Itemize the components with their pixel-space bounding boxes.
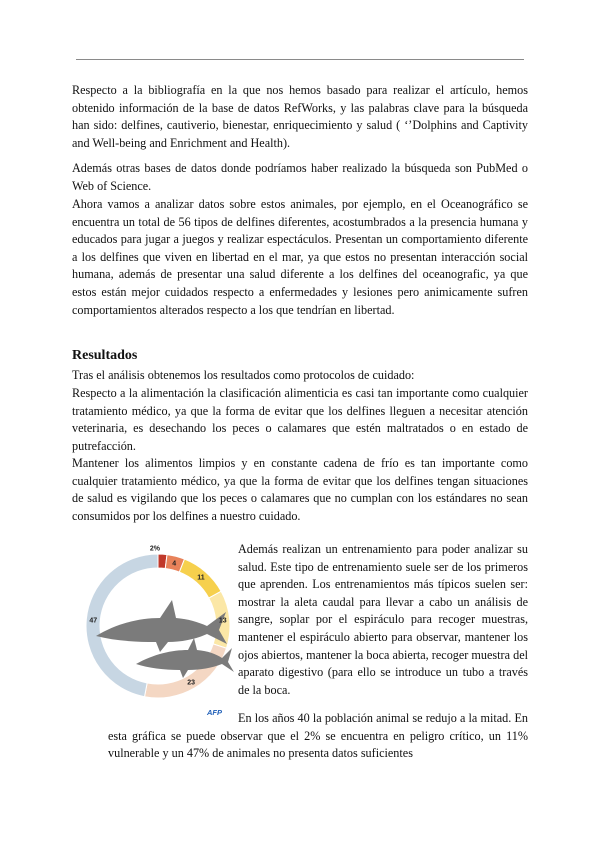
paragraph-training: Además realizan un entrenamiento para poder analizar su salud. Este tipo de entrenamiento suele ser de los primeros que aprenden. Los entrenamientos más típicos suelen ser: mostrar la aleta caudal para llevar a cabo un análisis de sangre, soplar por el espiráculo para recoger muestras, mantener el espiráculo abierto para observar, mantener los ojos abiertos, mantener la boca abierta, recoger muestra del aparato digestivo (para ello se introduce un tubo a través de la boca. bbox=[238, 542, 528, 697]
conservation-status-figure bbox=[76, 538, 236, 718]
paragraph-intro-results: Tras el análisis obtenemos los resultados como protocolos de cuidado: bbox=[72, 368, 415, 382]
afp-credit-logo: AFP bbox=[207, 708, 222, 717]
donut-chart bbox=[76, 538, 236, 718]
paragraph-population: En los años 40 la población animal se redujo a la mitad. En esta gráfica se puede observar que el 2% se encuentra en peligro crítico, un 11% vulnerable y un 47% de animales no presenta datos suficientes bbox=[108, 711, 528, 761]
section-heading-resultados: Resultados bbox=[72, 348, 138, 363]
paragraph-oceanografico: Ahora vamos a analizar datos sobre estos animales, por ejemplo, en el Oceanográfico se encuentra un total de 56 tipos de delfines diferentes, acostumbrados a la presencia humana y educados para jugar a juegos y realizar espectáculos. Presentan un comportamiento diferente a los delfines que viven en libertad en el mar, ya que estos no presentan interacción social humana, además de presentar una salud diferente a los delfines del oceanografic, ya que estos están mejor cuidados respecto a enfermedades y lesiones pero animicamente sufren comportamientos alterados respecto a los que tendrían en libertad. bbox=[72, 197, 528, 317]
donut-label-4: 13 bbox=[218, 617, 227, 625]
donut-label-3: 11 bbox=[197, 574, 205, 582]
donut-label-2: 4 bbox=[172, 560, 177, 568]
paragraph-feeding: Respecto a la alimentación la clasificación alimenticia es casi tan importante como cualquier tratamiento médico, ya que la forma de evitar que los delfines lleguen a necesitar atención veterinaria, es desechando los peces o calamares que estén maltratados o en estado de putrefacción. bbox=[72, 386, 528, 453]
donut-label-6: 47 bbox=[89, 617, 98, 625]
donut-label-1: 2% bbox=[149, 545, 160, 553]
paragraph-databases: Además otras bases de datos donde podríamos haber realizado la búsqueda son PubMed o Web of Science. bbox=[72, 161, 528, 193]
shark-illustration-large bbox=[96, 600, 227, 652]
donut-label-5: 23 bbox=[187, 679, 195, 687]
paragraph-cold-chain: Mantener los alimentos limpios y en constante cadena de frío es tan importante como cualquier tratamiento médico, ya que la forma de evitar que los delfines tengan situaciones de salud es vigilando que los peces o calamares que no cumplan con los estándares no sean consumidos por los delfines a nuestro cuidado. bbox=[72, 456, 528, 523]
paragraph-bibliography: Respecto a la bibliografía en la que nos hemos basado para realizar el artículo, hemos obtenido información de la base de datos RefWorks, y las palabras clave para la búsqueda han sido: delfines, cautiverio, bienestar, enriquecimiento y salud ( ‘’Dolphins and Captivity and Well-being and Enrichment and Health). bbox=[72, 83, 528, 150]
header-rule bbox=[76, 59, 524, 60]
